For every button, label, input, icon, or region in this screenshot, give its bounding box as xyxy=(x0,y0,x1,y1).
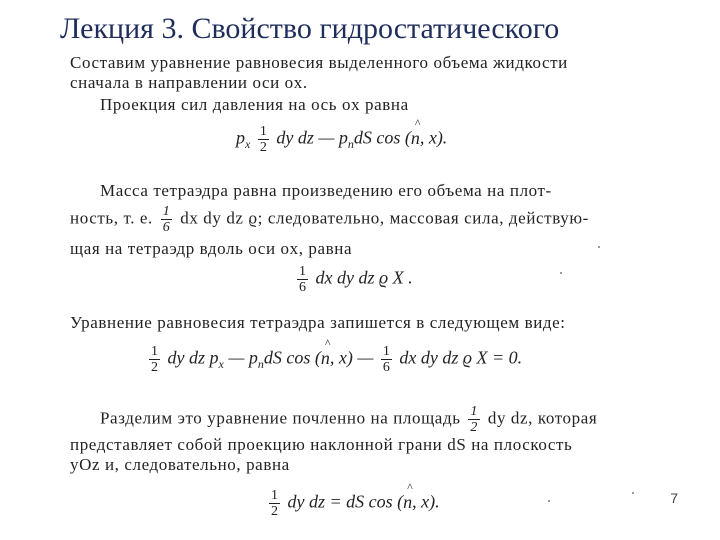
fraction-numerator: 1 xyxy=(470,404,479,419)
fraction xyxy=(381,344,392,375)
fraction-numerator: 1 xyxy=(299,264,306,279)
formula-subscript: x xyxy=(218,357,224,372)
text-line: Проекция сил давления на ось ox равна xyxy=(100,95,409,114)
text-segment: dy dz, которая xyxy=(487,408,598,428)
scan-speck xyxy=(632,492,634,494)
text-line: представляет собой проекцию наклонной грани dS на плоскость xyxy=(70,435,573,454)
formula-term: dS cos ( xyxy=(353,127,411,148)
fraction-denominator: 2 xyxy=(259,140,267,155)
angle-variable: ^ n xyxy=(411,128,420,149)
fraction-numerator: 1 xyxy=(151,344,158,359)
text-line: сначала в направлении оси ox. xyxy=(70,73,308,92)
formula-1 xyxy=(236,124,447,155)
formula-term: dy dz p xyxy=(167,347,219,368)
formula-4 xyxy=(266,488,440,519)
text-line-with-fraction xyxy=(100,404,597,435)
fraction-numerator: 1 xyxy=(382,344,390,359)
text-line: Уравнение равновесия тетраэдра запишется в следующем виде: xyxy=(70,313,566,332)
fraction xyxy=(468,404,480,435)
fraction-numerator: 1 xyxy=(259,124,267,139)
fraction xyxy=(161,204,173,235)
angle-variable: ^ n xyxy=(321,348,330,369)
formula-subscript: n xyxy=(347,137,354,152)
fraction-denominator: 6 xyxy=(382,360,390,375)
formula-term: dx dy dz ϱ X . xyxy=(315,267,413,288)
fraction-denominator: 6 xyxy=(162,220,171,235)
fraction xyxy=(269,488,280,519)
scan-speck xyxy=(560,272,562,274)
formula-term: , x). xyxy=(412,491,440,512)
fraction-numerator: 1 xyxy=(162,204,171,219)
formula-term: , x). xyxy=(419,127,448,148)
slide-title: Лекция 3. Свойство гидростатического xyxy=(60,12,560,45)
fraction xyxy=(297,264,308,295)
fraction-denominator: 2 xyxy=(470,420,479,435)
fraction-denominator: 2 xyxy=(151,360,158,375)
formula-subscript: n xyxy=(257,357,264,372)
page-number: 7 xyxy=(670,490,678,506)
formula-term: dy dz — p xyxy=(276,127,348,148)
text-line: yOz и, следовательно, равна xyxy=(70,455,290,474)
formula-2 xyxy=(294,264,413,295)
fraction xyxy=(258,124,269,155)
fraction-denominator: 6 xyxy=(299,280,306,295)
scan-speck xyxy=(598,246,600,248)
scan-speck xyxy=(548,500,550,502)
formula-term: dS cos ( xyxy=(263,347,321,368)
text-line: Составим уравнение равновесия выделенного объема жидкости xyxy=(70,53,568,72)
fraction xyxy=(149,344,160,375)
text-line: щая на тетраэдр вдоль оси ox, равна xyxy=(70,239,353,258)
text-line-with-fraction xyxy=(70,204,589,235)
formula-term: p xyxy=(236,127,245,148)
formula-term: — p xyxy=(228,347,258,368)
text-segment: Разделим это уравнение почленно на площадь xyxy=(100,408,461,428)
formula-term: , x) — xyxy=(329,347,374,368)
fraction-numerator: 1 xyxy=(271,488,278,503)
text-line: Масса тетраэдра равна произведению его объема на плот- xyxy=(100,181,552,200)
formula-3 xyxy=(146,344,522,375)
angle-variable: ^ n xyxy=(403,492,412,513)
text-segment: ность, т. е. xyxy=(70,208,153,228)
fraction-denominator: 2 xyxy=(271,504,278,519)
formula-subscript: x xyxy=(245,137,251,152)
formula-term: dy dz = dS cos ( xyxy=(287,491,404,512)
formula-term: dx dy dz ϱ X = 0. xyxy=(399,347,523,368)
text-segment: dx dy dz ϱ; следовательно, массовая сила, действую- xyxy=(180,208,589,228)
